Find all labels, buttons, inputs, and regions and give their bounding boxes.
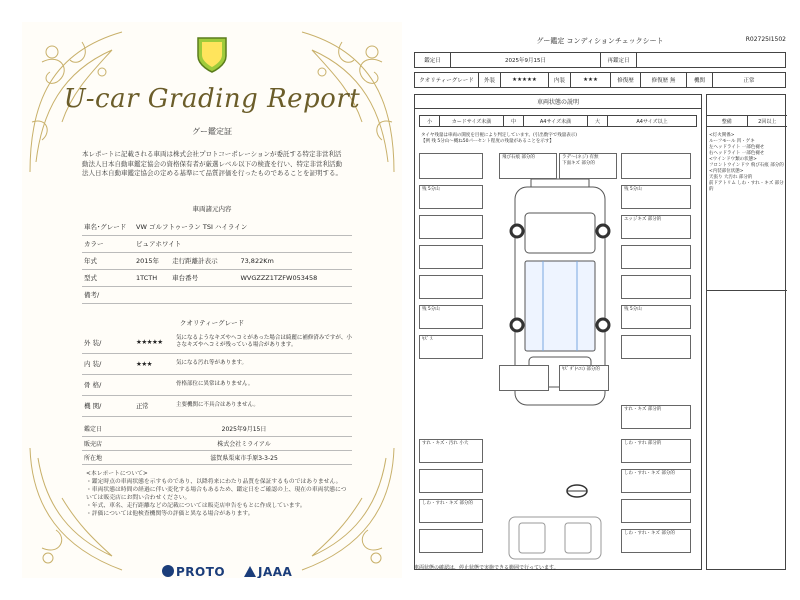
- table-row: [82, 252, 352, 269]
- repair-value: 修復歴 無: [641, 73, 687, 87]
- vin-value: WVGZZZ1TZFW053458: [238, 269, 352, 286]
- condition-check-sheet: [410, 24, 790, 576]
- report-title: U-car Grading Report: [63, 84, 361, 114]
- grade-stars: 正常: [134, 395, 174, 416]
- table-row: [82, 332, 352, 353]
- damage-note-box: ラデ～(ネジ) 有無 下面キズ 部分的: [559, 153, 617, 179]
- tire-note-box: 残 5分山: [419, 185, 483, 209]
- interior-note-box: しわ・すれ 部分的: [621, 439, 691, 463]
- sheet-title: グー鑑定 コンディションチェックシート: [536, 37, 664, 45]
- grade-label: 内 装/: [82, 353, 134, 374]
- year-label: 年式: [82, 252, 134, 269]
- appraisal-meta-table: [82, 422, 352, 465]
- dealer-label: 販売店: [82, 436, 134, 450]
- damage-note-box: [621, 275, 691, 299]
- table-row: [82, 286, 352, 303]
- interior-label: 内装: [549, 73, 571, 87]
- grade-heading: クオリティーグレード: [179, 319, 245, 327]
- legend-item: A4サイズ未満: [524, 116, 588, 126]
- date-label: 鑑定日: [415, 53, 451, 67]
- year-value: 2015年: [134, 252, 170, 269]
- table-row: [82, 374, 352, 395]
- damage-note-box: ｷｽﾞ ﾀﾞ(ﾍｺﾐ) 部分的: [559, 365, 609, 391]
- color-label: カラー: [82, 235, 134, 252]
- interior-note-box: [419, 529, 483, 553]
- color-value: ピュアホワイト: [134, 235, 352, 252]
- damage-note-box: [621, 245, 691, 269]
- table-row: [82, 395, 352, 416]
- grade-row: [414, 72, 786, 88]
- damage-note-box: ｷｽﾞ ｽ: [419, 335, 483, 359]
- note-item: ・年式、車名、走行距離などの記載については販売店申告をもとに作成しています。: [86, 503, 306, 509]
- legend-item: 小: [420, 116, 440, 126]
- grading-certificate: [22, 22, 402, 578]
- vin-label: 車台番号: [170, 269, 238, 286]
- tire-note-box: 残 5分山: [621, 305, 691, 329]
- steering-wheel-icon: [565, 483, 589, 499]
- vehicle-state-panel: [414, 94, 702, 570]
- grade-stars: ★★★★★: [134, 332, 174, 353]
- notes-heading: <本レポートについて>: [86, 471, 148, 477]
- notes-block: [86, 470, 348, 518]
- interior-note-box: すれ・キズ・汚れ 小大: [419, 439, 483, 463]
- damage-note-box: [621, 335, 691, 359]
- note-item: ・評価については他検査機関等の評価と異なる場合があります。: [86, 511, 254, 517]
- interior-note-box: しわ・すれ・キズ 部分的: [621, 529, 691, 553]
- tire-note: タイヤ残量は車両の開度を目視により判定しています。(引出数字で残量表示) 【例 残 5分山～概ね50パーセント程度の残量があることを示す】: [421, 133, 578, 144]
- table-row: [82, 235, 352, 252]
- jaaa-logo-icon: [244, 566, 256, 577]
- model-label: 型式: [82, 269, 134, 286]
- maintenance-value: 2回以上: [758, 118, 777, 125]
- side-notes-text: <灯火関係> ルーフモール 凹・ゲキ 左ヘッドライト 一部色褪せ 右ヘッドライト 一部色褪せ <ウインドウ類の状態> フロントウインドウ 飛び石痕 部分的 <内装部位状態> 天張り 大汚れ 部分的 前ドアトリム しわ・すれ・キズ 部分的: [707, 131, 787, 291]
- reappraisal-value: [637, 53, 785, 67]
- mileage-label: 走行距離計表示: [170, 252, 238, 269]
- grade-table: [82, 332, 352, 417]
- table-row: [82, 269, 352, 286]
- jaaa-logo: JAAA: [244, 565, 292, 578]
- mileage-value: 73,822Km: [238, 252, 352, 269]
- dealer-value: 株式会社ミライアル: [134, 436, 352, 450]
- damage-note-box: [621, 153, 691, 179]
- damage-note-box: 飛び石痕 部分的: [499, 153, 557, 179]
- tire-note-box: 残 5分山: [419, 305, 483, 329]
- model-value: 1TCTH: [134, 269, 170, 286]
- engine-label: 機関: [687, 73, 713, 87]
- engine-value: 正常: [743, 78, 755, 84]
- damage-note-box: [419, 153, 483, 179]
- interior-note-box: しわ・すれ・キズ 部分的: [419, 499, 483, 523]
- legend-item: A4サイズ以上: [636, 118, 668, 125]
- repair-label: 修復歴: [611, 73, 641, 87]
- spec-heading: 車両諸元内容: [192, 205, 232, 213]
- interior-note-box: しわ・すれ・キズ 部分的: [621, 469, 691, 493]
- grade-stars: ★★★: [134, 353, 174, 374]
- table-row: [82, 436, 352, 450]
- table-row: [82, 422, 352, 436]
- interior-note-box: [419, 469, 483, 493]
- reappraisal-label: 再鑑定日: [601, 53, 637, 67]
- quality-label: クオリティーグレード: [415, 73, 479, 87]
- grade-stars: [134, 374, 174, 395]
- grade-description: 主要機関に不具合はありません。: [174, 395, 352, 416]
- sheet-number: R02725I1502: [745, 36, 786, 43]
- side-notes-panel: [706, 94, 786, 570]
- date-value: 2025年9月15日: [134, 422, 352, 436]
- date-row: [414, 52, 786, 68]
- date-label: 鑑定日: [82, 422, 134, 436]
- exterior-label: 外装: [479, 73, 501, 87]
- tire-note-box: 残 5分山: [621, 185, 691, 209]
- legend-item: 大: [588, 116, 608, 126]
- proto-logo: PROTO: [162, 565, 225, 578]
- grade-label: 骨 格/: [82, 374, 134, 395]
- grade-description: 骨格部位に異常はありません。: [174, 374, 352, 395]
- table-row: [82, 353, 352, 374]
- legend-item: 中: [504, 116, 524, 126]
- note-item: ・車両状態は時間の経過に伴い変化する場合もあるため、鑑定日をご確認の上、現在の車両状態については販売店にお問い合わせください。: [86, 487, 347, 501]
- grade-label: 機 関/: [82, 395, 134, 416]
- note-item: ・鑑定時点の車両状態を示すものであり、以降将来にわたり品質を保証するものではありません。: [86, 479, 342, 485]
- state-heading: 車両状態の説明: [415, 95, 701, 109]
- car-interior-diagram: [505, 513, 605, 563]
- side-head: [707, 115, 787, 127]
- spec-table: [82, 218, 352, 304]
- table-row: [82, 218, 352, 235]
- remarks-label: 備考/: [82, 286, 352, 303]
- table-row: [82, 450, 352, 464]
- proto-logo-icon: [162, 565, 174, 577]
- date-value: 2025年9月15日: [451, 53, 601, 67]
- car-name-value: VW ゴルフトゥーラン TSI ハイライン: [134, 218, 352, 235]
- interior-stars: ★★★: [571, 73, 611, 87]
- damage-note-box: [419, 275, 483, 299]
- sheet-footnote: 車両状態の確認は、停止状態で実施できる範囲で行っています。: [414, 565, 559, 571]
- damage-note-box: [499, 365, 549, 391]
- legend-item: カードサイズ未満: [440, 116, 504, 126]
- size-legend: [419, 115, 697, 127]
- grade-description: 気になるようなキズやヘコミがあった場合は綺麗に補修済みですが、小さなキズやヘコミが残っている場合があります。: [174, 332, 352, 353]
- report-subtitle: グー鑑定証: [192, 127, 232, 136]
- maintenance-label: 整備: [707, 116, 748, 126]
- address-value: 滋賀県栗東市手原3-3-25: [134, 450, 352, 464]
- car-name-label: 車名･グレード: [82, 218, 134, 235]
- goo-appraisal-badge: [194, 34, 230, 74]
- damage-note-box: エッジキズ 部分的: [621, 215, 691, 239]
- grade-label: 外 装/: [82, 332, 134, 353]
- interior-note-box: [621, 499, 691, 523]
- damage-note-box: [419, 215, 483, 239]
- address-label: 所在地: [82, 450, 134, 464]
- damage-note-box: すれ・キズ 部分的: [621, 405, 691, 429]
- exterior-stars: ★★★★★: [501, 73, 549, 87]
- intro-paragraph: 本レポートに記載される車両は株式会社プロトコーポレーションが委託する特定非営利活動法人日本自動車鑑定協会の資格保有者が厳選レベル以下の検査を行い、特定非営利活動法人日本自動車鑑定協会の定める基準にて品質評価を行ったものであることを証明する。: [82, 150, 342, 177]
- damage-note-box: [419, 245, 483, 269]
- grade-description: 気になる汚れ等があります。: [174, 353, 352, 374]
